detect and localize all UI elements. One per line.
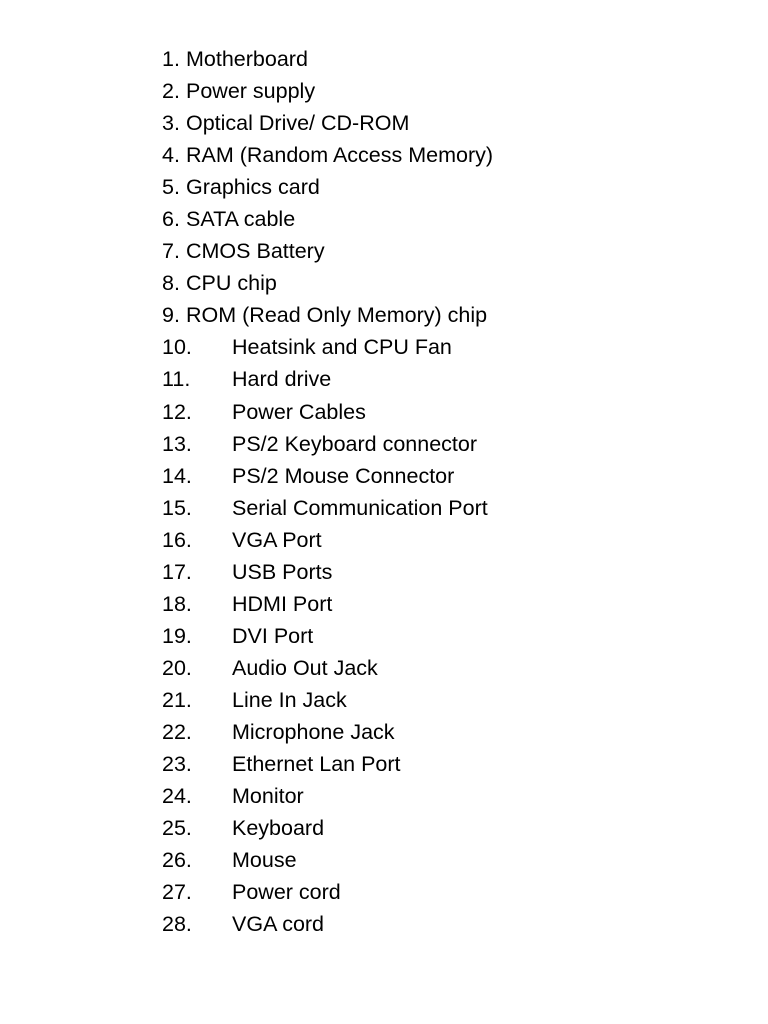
list-item-number: 9.	[162, 303, 180, 328]
list-item-text: Monitor	[232, 784, 304, 809]
list-item-number: 15.	[162, 495, 192, 520]
list-item-number: 20.	[162, 655, 192, 680]
list-item-text: Mouse	[232, 848, 297, 873]
list-item-text: SATA cable	[186, 207, 296, 232]
list-item-text: HDMI Port	[232, 591, 333, 616]
list-item	[0, 235, 768, 267]
list-item-number: 17.	[162, 559, 192, 584]
list-item-text: Line In Jack	[232, 687, 347, 712]
list-item-text: Keyboard	[232, 816, 325, 841]
list-item	[0, 267, 768, 299]
list-item-number: 25.	[162, 816, 192, 841]
list-item	[0, 556, 768, 588]
list-item	[0, 748, 768, 780]
list-item-text: Optical Drive/ CD-ROM	[186, 111, 410, 136]
list-item	[0, 75, 768, 107]
list-item	[0, 428, 768, 460]
list-item	[0, 812, 768, 844]
list-item-text: Audio Out Jack	[232, 655, 378, 680]
list-item-number: 21.	[162, 687, 192, 712]
list-item-number: 1.	[162, 47, 180, 71]
list-item-number: 12.	[162, 399, 192, 424]
list-item	[0, 460, 768, 492]
list-item	[0, 716, 768, 748]
list-item-number: 6.	[162, 207, 180, 232]
list-item-number: 13.	[162, 431, 192, 456]
list-item	[0, 620, 768, 652]
list-item-text: Power cord	[232, 880, 341, 905]
list-item-text: Hard drive	[232, 367, 332, 392]
list-item-number: 26.	[162, 848, 192, 873]
list-item-number: 28.	[162, 912, 192, 937]
list-item-text: Microphone Jack	[232, 719, 395, 744]
list-item-number: 24.	[162, 784, 192, 809]
list-item	[0, 203, 768, 235]
list-item-text: Power Cables	[232, 399, 366, 424]
list-item-text: PS/2 Keyboard connector	[232, 431, 478, 456]
list-item-number: 14.	[162, 463, 192, 488]
list-item-number: 7.	[162, 239, 180, 264]
list-item	[0, 331, 768, 363]
list-item	[0, 363, 768, 395]
list-item	[0, 171, 768, 203]
list-item-text: RAM (Random Access Memory)	[186, 143, 494, 168]
list-item-number: 8.	[162, 271, 180, 296]
list-item	[0, 684, 768, 716]
list-item-number: 19.	[162, 623, 192, 648]
list-item	[0, 876, 768, 908]
list-item-number: 3.	[162, 111, 180, 136]
list-item-number: 27.	[162, 880, 192, 905]
list-item	[0, 652, 768, 684]
list-item	[0, 844, 768, 876]
list-item	[0, 492, 768, 524]
list-item-number: 2.	[162, 79, 180, 104]
list-item-text: VGA Port	[232, 527, 322, 552]
list-item-number: 22.	[162, 719, 192, 744]
list-item	[0, 299, 768, 331]
list-item	[0, 43, 768, 75]
list-item-number: 4.	[162, 143, 180, 168]
list-item-text: Heatsink and CPU Fan	[232, 335, 452, 360]
list-item-text: Power supply	[186, 79, 316, 104]
list-item-text: Graphics card	[186, 175, 320, 200]
list-item-text: ROM (Read Only Memory) chip	[186, 303, 488, 328]
component-list	[0, 43, 768, 940]
list-item	[0, 107, 768, 139]
list-item-text: Serial Communication Port	[232, 495, 488, 520]
list-item-number: 16.	[162, 527, 192, 552]
list-item-text: DVI Port	[232, 623, 314, 648]
list-item-text: PS/2 Mouse Connector	[232, 463, 455, 488]
list-item	[0, 396, 768, 428]
list-item-number: 18.	[162, 591, 192, 616]
list-item-text: CMOS Battery	[186, 239, 325, 264]
list-item	[0, 524, 768, 556]
list-item	[0, 780, 768, 812]
list-item-text: CPU chip	[186, 271, 277, 296]
list-item-text: USB Ports	[232, 559, 333, 584]
list-item-number: 5.	[162, 175, 180, 200]
list-item-number: 11.	[162, 367, 191, 392]
list-item-number: 10.	[162, 335, 192, 360]
list-item	[0, 908, 768, 940]
list-item-text: Motherboard	[186, 47, 308, 71]
list-item	[0, 139, 768, 171]
list-item	[0, 588, 768, 620]
list-item-text: Ethernet Lan Port	[232, 752, 401, 777]
list-item-number: 23.	[162, 752, 192, 777]
list-item-text: VGA cord	[232, 912, 325, 937]
